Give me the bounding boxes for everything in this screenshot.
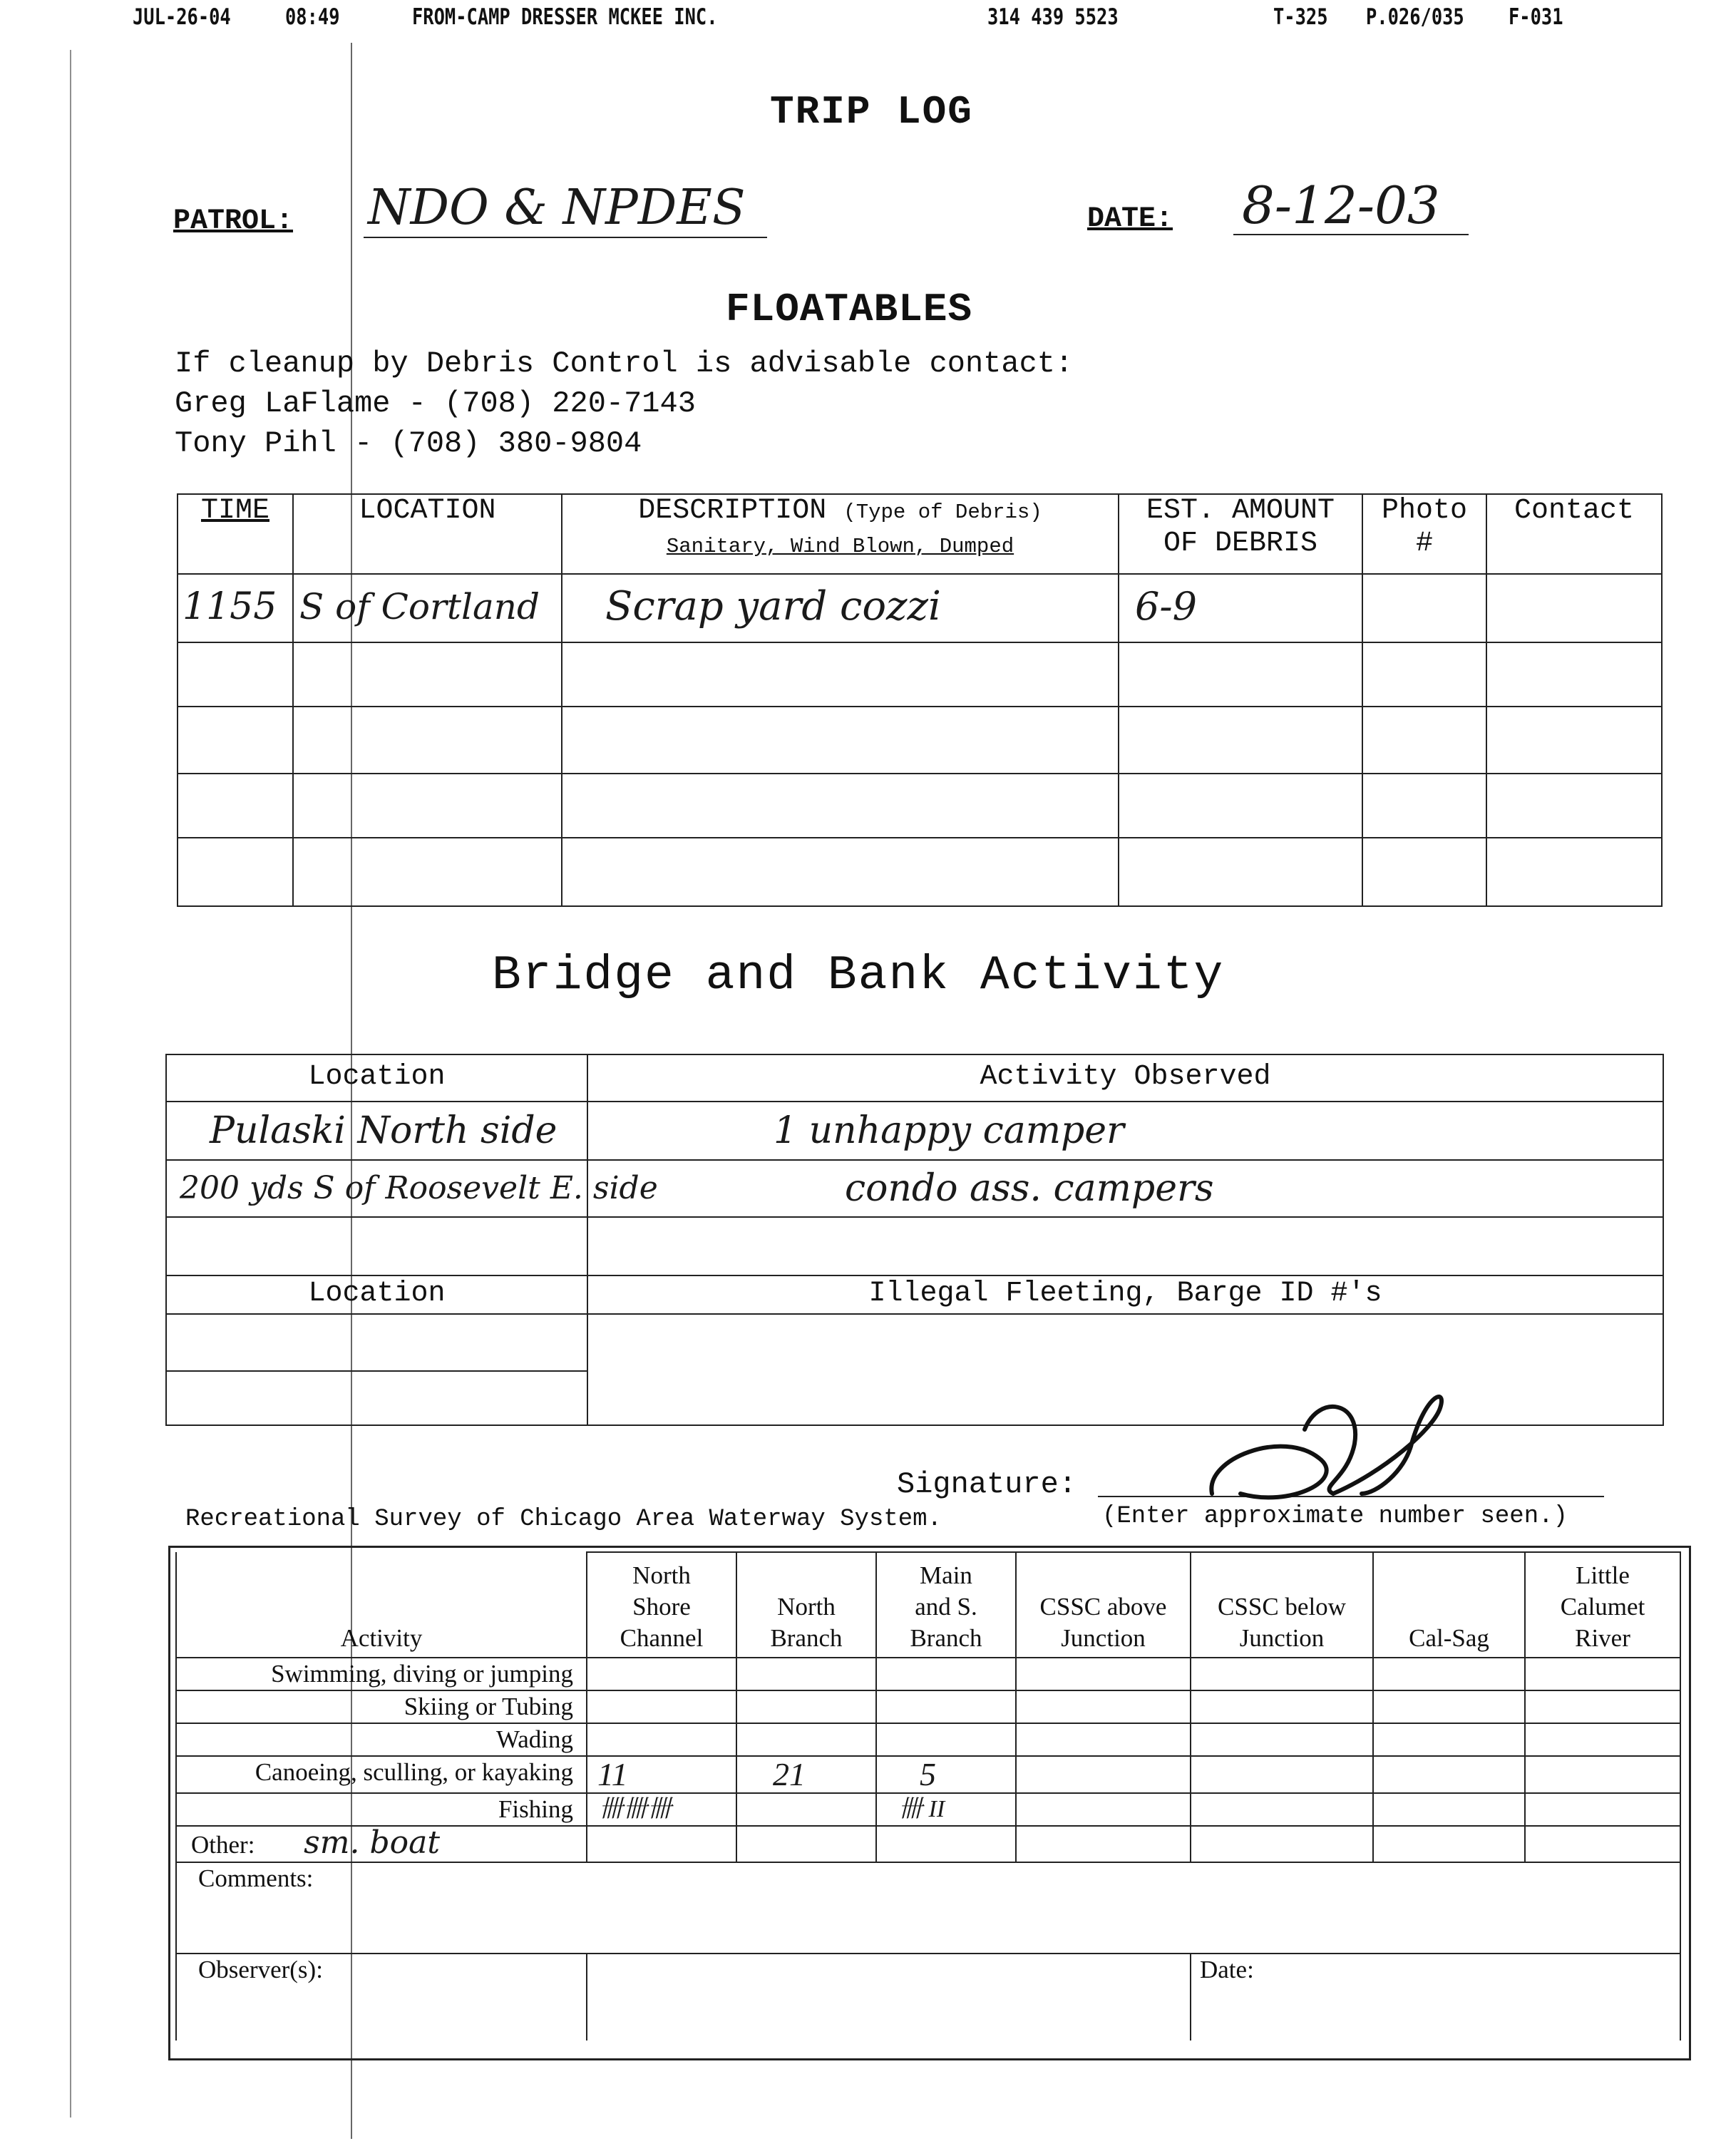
bb-row2-activity: condo ass. campers [587, 1160, 1663, 1217]
cell-time: 1155 [178, 574, 293, 642]
survey-row-wading: Wading [176, 1723, 587, 1756]
survey-note: (Enter approximate number seen.) [1102, 1503, 1568, 1530]
table-row [176, 1756, 1680, 1793]
survey-col-cal-sag: Cal-Sag [1373, 1552, 1525, 1658]
survey-table [175, 1551, 1681, 2040]
survey-row-canoeing: Canoeing, sculling, or kayaking [176, 1756, 587, 1793]
fishing-north-shore: 卌卌卌 [587, 1793, 736, 1826]
cell-photo [1362, 574, 1486, 642]
table-row [178, 574, 1662, 642]
bb-activity-header: Activity Observed [587, 1054, 1663, 1102]
signature-label: Signature: [897, 1467, 1077, 1502]
fleeting-header: Illegal Fleeting, Barge ID #'s [587, 1275, 1663, 1314]
cell-description: Scrap yard cozzi [562, 574, 1119, 642]
fax-f-code: F-031 [1509, 4, 1563, 30]
bb-row1-location: Pulaski North side [166, 1102, 587, 1160]
col-contact: Contact [1486, 494, 1662, 574]
scan-line-left [70, 50, 71, 2118]
survey-observers: Observer(s): [176, 1954, 587, 2040]
fax-date: JUL-26-04 [133, 4, 231, 30]
cell-location: S of Cortland [293, 574, 562, 642]
date-label: DATE: [1087, 203, 1173, 235]
bridge-bank-table [165, 1054, 1664, 1426]
table-row [176, 1658, 1680, 1690]
table-row [176, 1826, 1680, 1862]
survey-row-fishing: Fishing [176, 1793, 587, 1826]
col-photo: Photo # [1362, 494, 1486, 574]
fax-from: FROM-CAMP DRESSER MCKEE INC. [412, 4, 718, 30]
table-row [176, 1954, 1680, 2040]
col-location: LOCATION [293, 494, 562, 574]
fax-page: P.026/035 [1366, 4, 1464, 30]
table-row [176, 1862, 1680, 1954]
contact-note: If cleanup by Debris Control is advisable contact: [175, 346, 1074, 381]
col-amount: EST. AMOUNT OF DEBRIS [1119, 494, 1362, 574]
table-row [176, 1793, 1680, 1826]
table-row [178, 642, 1662, 707]
canoe-main-s-branch: 5 [876, 1756, 1016, 1793]
patrol-label: PATROL: [173, 205, 294, 237]
signature-scribble [1198, 1387, 1483, 1508]
canoe-north-branch: 21 [736, 1756, 876, 1793]
table-row [166, 1160, 1663, 1217]
survey-col-cssc-below: CSSC below Junction [1191, 1552, 1373, 1658]
survey-title: Recreational Survey of Chicago Area Waterway System. [185, 1506, 942, 1533]
fax-t-code: T-325 [1273, 4, 1328, 30]
canoe-north-shore: 11 [587, 1756, 736, 1793]
page-title: TRIP LOG [770, 89, 973, 135]
table-row [178, 838, 1662, 906]
fax-phone: 314 439 5523 [987, 4, 1119, 30]
other-value: sm. boat [304, 1826, 441, 1861]
col-time: TIME [178, 494, 293, 574]
contact-tony: Tony Pihl - (708) 380-9804 [175, 426, 642, 461]
fleeting-location-header: Location [166, 1275, 587, 1314]
survey-col-north-branch: North Branch [736, 1552, 876, 1658]
table-row [178, 774, 1662, 838]
floatables-table [177, 493, 1663, 907]
floatables-heading: FLOATABLES [726, 287, 973, 332]
floatables-contact-block [175, 344, 1073, 463]
survey-row-swimming: Swimming, diving or jumping [176, 1658, 587, 1690]
survey-col-little-calumet: Little Calumet River [1525, 1552, 1680, 1658]
col-description: DESCRIPTION (Type of Debris) Sanitary, Wind Blown, Dumped [562, 494, 1119, 574]
survey-col-main-s-branch: Main and S. Branch [876, 1552, 1016, 1658]
bb-row2-location: 200 yds S of Roosevelt E. side [166, 1160, 587, 1217]
bb-location-header: Location [166, 1054, 587, 1102]
table-row [166, 1217, 1663, 1275]
survey-date: Date: [1191, 1954, 1680, 2040]
table-row [178, 707, 1662, 774]
cell-contact [1486, 574, 1662, 642]
survey-row-skiing: Skiing or Tubing [176, 1690, 587, 1723]
bridge-bank-heading: Bridge and Bank Activity [492, 948, 1225, 1003]
observers-value [587, 1954, 1191, 2040]
survey-col-north-shore: North Shore Channel [587, 1552, 736, 1658]
fishing-main-s-branch: 卌 II [876, 1793, 1016, 1826]
bb-row1-activity: 1 unhappy camper [587, 1102, 1663, 1160]
table-row [166, 1314, 1663, 1371]
survey-comments: Comments: [176, 1862, 1680, 1954]
survey-row-other: Other: sm. boat [176, 1826, 587, 1862]
cell-amount: 6-9 [1119, 574, 1362, 642]
date-value: 8-12-03 [1233, 177, 1469, 235]
contact-greg: Greg LaFlame - (708) 220-7143 [175, 386, 696, 421]
fax-header [0, 0, 1711, 37]
fax-time: 08:49 [285, 4, 340, 30]
survey-activity-header: Activity [176, 1552, 587, 1658]
table-row [166, 1102, 1663, 1160]
table-row [176, 1723, 1680, 1756]
survey-col-cssc-above: CSSC above Junction [1016, 1552, 1191, 1658]
table-row [176, 1690, 1680, 1723]
patrol-value: NDO & NPDES [364, 180, 767, 238]
